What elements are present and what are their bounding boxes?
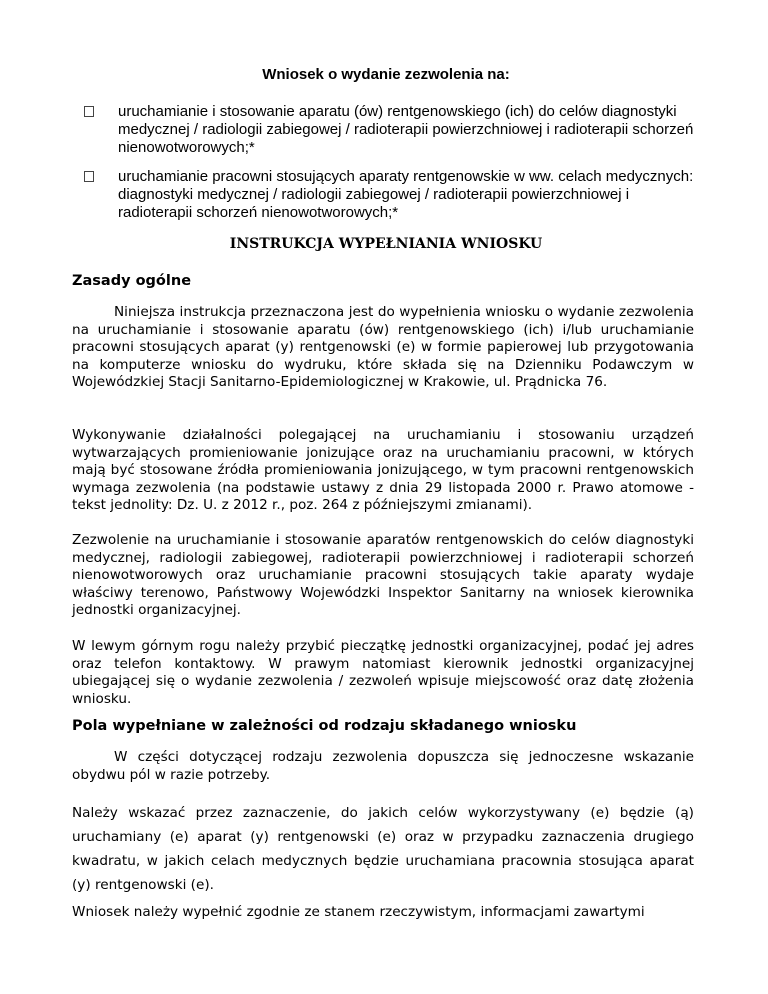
- option-xray-lab[interactable]: [76, 168, 696, 222]
- checkbox-icon[interactable]: [84, 171, 94, 182]
- instructions-heading: INSTRUKCJA WYPEŁNIANIA WNIOSKU: [229, 236, 543, 252]
- checkbox-icon[interactable]: [84, 106, 94, 117]
- option-label: uruchamianie pracowni stosujących aparaty rentgenowskie w ww. celach medycznych: diagnostyki medycznej / radiologii zabiegowej / radioterapii powierzchniowej i radioterapii schorzeń nienowotworowych;*: [118, 168, 694, 221]
- paragraph-both-fields: W części dotyczącej rodzaju zezwolenia dopuszcza się jednoczesne wskazanie obydwu pól w razie potrzeby.: [72, 749, 694, 783]
- paragraph-activity: Wykonywanie działalności polegającej na uruchamianiu i stosowaniu urządzeń wytwarzających promieniowanie jonizujące oraz na uruchamianiu pracowni, w których mają być stosowane źródła promieniowania jonizującego, w tym pracowni rentgenowskich wymaga zezwolenia (na podstawie ustawy z dnia 29 listopada 2000 r. Prawo atomowe - tekst jednolity: Dz. U. z 2012 r., poz. 264 z późniejszymi zmianami).: [72, 427, 694, 513]
- paragraph-fill: Wniosek należy wypełnić zgodnie ze stanem rzeczywistym, informacjami zawartymi: [72, 904, 645, 920]
- section-general-title: Zasady ogólne: [72, 273, 192, 289]
- paragraph-permit: Zezwolenie na uruchamianie i stosowanie aparatów rentgenowskich do celów diagnostyki medycznej, radiologii zabiegowej, radioterapii powierzchniowej i radioterapii schorzeń nienowotworowych oraz uruchamianie pracowni stosujących takie aparaty wydaje właściwy terenowo, Państwowy Wojewódzki Inspektor Sanitarny na wniosek kierownika jednostki organizacyjnej.: [72, 532, 694, 618]
- paragraph-purpose: Niniejsza instrukcja przeznaczona jest do wypełnienia wniosku o wydanie zezwolenia na uruchamianie i stosowanie aparatu (ów) rentgenowskiego (ich) i/lub uruchamianie pracowni stosujących aparat (y) rentgenowski (e) w formie papierowej lub przygotowania na komputerze wniosku do wydruku, które składa się na Dzienniku Podawczym w Wojewódzkiej Stacji Sanitarno-Epidemiologicznej w Krakowie, ul. Prądnicka 76.: [72, 304, 694, 390]
- option-xray-apparatus[interactable]: [76, 103, 696, 157]
- option-label: uruchamianie i stosowanie aparatu (ów) rentgenowskiego (ich) do celów diagnostyki medycznej / radiologii zabiegowej / radioterapii powierzchniowej i radioterapii schorzeń nienowotworowych;*: [118, 103, 694, 156]
- paragraph-indicate: Należy wskazać przez zaznaczenie, do jakich celów wykorzystywany (e) będzie (ą) uruchamiany (e) aparat (y) rentgenowski (e) oraz w przypadku zaznaczenia drugiego kwadratu, w jakich celach medycznych będzie uruchamiana pracownia stosująca aparat (y) rentgenowski (e).: [72, 805, 694, 893]
- document-title: Wniosek o wydanie zezwolenia na:: [262, 66, 510, 83]
- paragraph-stamp: W lewym górnym rogu należy przybić pieczątkę jednostki organizacyjnej, podać jej adres oraz telefon kontaktowy. W prawym natomiast kierownik jednostki organizacyjnej ubiegającej się o wydanie zezwolenia / zezwoleń wpisuje miejscowość oraz datę złożenia wniosku.: [72, 638, 694, 707]
- section-fields-title: Pola wypełniane w zależności od rodzaju składanego wniosku: [72, 718, 577, 734]
